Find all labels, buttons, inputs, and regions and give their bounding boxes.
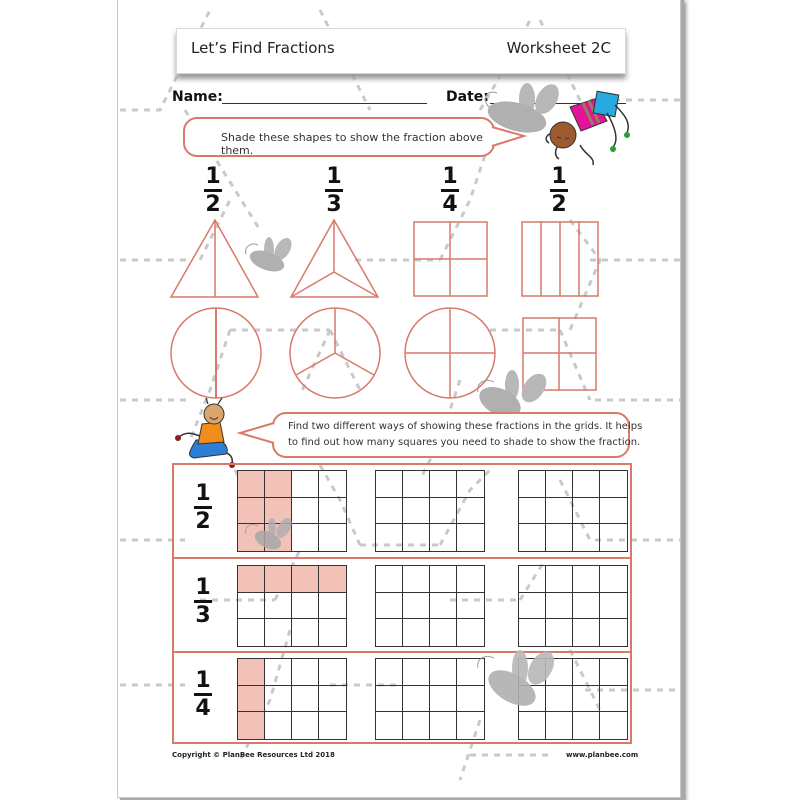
worksheet-title: Let’s Find Fractions [191, 39, 335, 57]
instruction-text-1: Shade these shapes to show the fraction above them. [221, 131, 483, 157]
bee-watermark-icon-5 [478, 647, 560, 713]
denominator: 2 [195, 509, 211, 534]
denominator: 3 [326, 192, 342, 217]
worksheet-number: Worksheet 2C [506, 39, 611, 57]
numerator: 1 [442, 164, 458, 189]
denominator: 2 [551, 192, 567, 217]
website-link[interactable]: www.planbee.com [566, 751, 639, 759]
denominator: 4 [442, 192, 458, 217]
denominator: 4 [195, 696, 211, 721]
instruction-text-2b: to find out how many squares you need to shade to show the fraction. [288, 437, 641, 448]
bee-watermark-icon-4 [246, 515, 295, 553]
numerator: 1 [195, 575, 211, 600]
name-label: Name: [172, 89, 223, 105]
numerator: 1 [326, 164, 342, 189]
numerator: 1 [195, 481, 211, 506]
numerator: 1 [205, 164, 221, 189]
instruction-text-2a: Find two different ways of showing these fractions in the grids. It helps [288, 421, 643, 432]
copyright-text: Copyright © PlanBee Resources Ltd 2018 [172, 751, 335, 759]
date-label: Date: [446, 89, 489, 105]
numerator: 1 [195, 668, 211, 693]
denominator: 2 [205, 192, 221, 217]
numerator: 1 [551, 164, 567, 189]
denominator: 3 [195, 603, 211, 628]
